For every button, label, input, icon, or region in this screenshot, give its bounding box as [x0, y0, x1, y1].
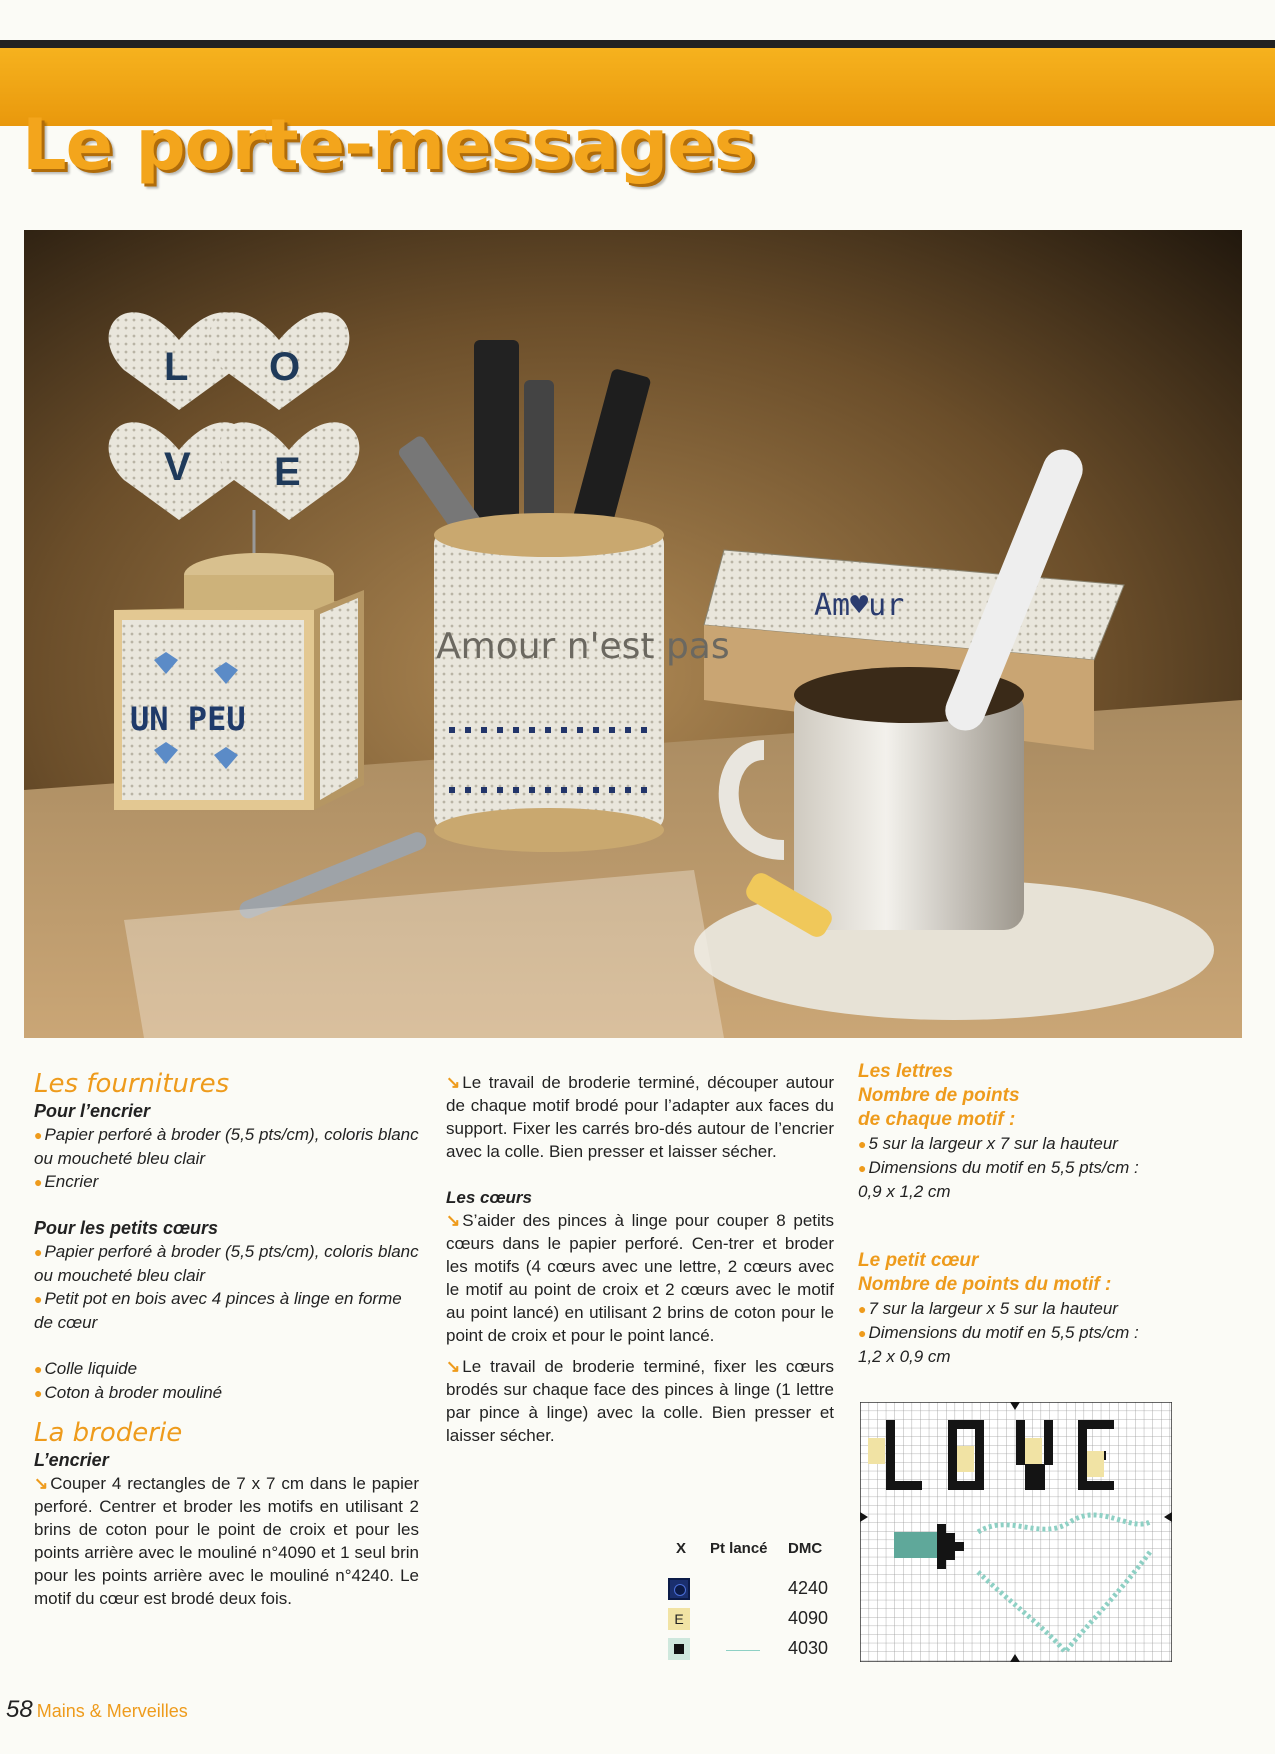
- dimension-value: 1,2 x 0,9 cm: [858, 1347, 951, 1366]
- lettres-subtitle: Nombre de points: [858, 1085, 1020, 1106]
- legend-header-pt: Pt lancé: [710, 1540, 768, 1557]
- list-item: ● Colle liquide: [34, 1357, 419, 1381]
- dmc-code: 4090: [788, 1608, 829, 1628]
- magazine-name: Mains & Merveilles: [36, 1701, 188, 1721]
- paragraph: [446, 1355, 834, 1447]
- broderie-title: La broderie: [34, 1418, 183, 1448]
- list-item: ● Encrier: [34, 1170, 419, 1194]
- paragraph-text: Le travail de broderie terminé, découper autour de chaque motif brodé pour l’adapter aux faces du support. Fixer les carrés bro-dés autour de l’encrier avec la colle. Bien presser et laisser sécher.: [446, 1073, 834, 1161]
- paragraph: [34, 1472, 419, 1610]
- svg-text:V: V: [164, 445, 191, 489]
- dmc-code: 4240: [788, 1578, 829, 1598]
- coeurs-heading: Les cœurs: [446, 1188, 532, 1207]
- coeur-title: Le petit cœur: [858, 1250, 979, 1271]
- list-item: ● Petit pot en bois avec 4 pinces à linge en forme de cœur: [34, 1287, 419, 1334]
- lettres-title: Les lettres: [858, 1061, 954, 1082]
- list-item: ● 5 sur la largeur x 7 sur la hauteur: [858, 1132, 1258, 1156]
- lencrier-heading: L’encrier: [34, 1450, 109, 1470]
- fournitures-title: Les fournitures: [34, 1069, 230, 1099]
- paragraph-text: Couper 4 rectangles de 7 x 7 cm dans le papier perforé. Centrer et broder les motifs en utilisant 2 brins de coton pour le point de croix et pour les points arrière avec le mouliné n°4090 et 1 seul brin pour les points arrière avec le mouliné n°4240. Le motif du cœur est brodé deux fois.: [34, 1474, 419, 1608]
- arrow-icon: ↘: [446, 1211, 461, 1230]
- petits-coeurs-heading: Pour les petits cœurs: [34, 1218, 219, 1238]
- page-number: 58: [6, 1696, 33, 1723]
- legend-header-dmc: DMC: [788, 1540, 823, 1557]
- yellow-symbol-icon: E: [668, 1608, 690, 1630]
- page-title: Le porte-messages: [22, 104, 755, 186]
- list-item: ● Dimensions du motif en 5,5 pts/cm :: [858, 1156, 1258, 1180]
- pot-text: Amour n'est pas: [436, 626, 730, 667]
- embroidery-grid: [860, 1402, 1172, 1662]
- lettres-subtitle: de chaque motif :: [858, 1109, 1016, 1130]
- dmc-code: 4030: [788, 1638, 829, 1658]
- page-footer: [6, 1696, 188, 1724]
- column-motifs: [858, 1060, 1258, 1368]
- paragraph-text: S’aider des pinces à linge pour couper 8 petits cœurs dans le papier perforé. Cen-trer et broder les motifs (4 cœurs avec une lettre, 2 cœurs avec le motif au point de croix et 2 cœurs avec le motif au point lancé) en utilisant 2 brins de coton pour le point de croix et pour le point lancé.: [446, 1211, 834, 1345]
- list-item: ● Coton à broder mouliné: [34, 1381, 419, 1405]
- top-rule: [0, 40, 1275, 48]
- svg-text:O: O: [269, 345, 301, 389]
- backstitch-line-icon: [726, 1650, 760, 1651]
- list-item: ● 7 sur la largeur x 5 sur la hauteur: [858, 1297, 1258, 1321]
- paragraph: [446, 1071, 834, 1163]
- legend-row: [656, 1578, 856, 1604]
- svg-text:L: L: [164, 345, 189, 389]
- mint-symbol-icon: [668, 1638, 690, 1660]
- embroidered-cube: [114, 590, 364, 810]
- craft-photo: [24, 230, 1242, 1038]
- cube-text: UN PEU: [130, 700, 246, 738]
- svg-text:E: E: [274, 450, 301, 494]
- card-text: Am♥ur: [814, 588, 905, 623]
- legend-header-x: X: [676, 1540, 687, 1557]
- column-instructions: [446, 1071, 834, 1447]
- legend-row: [656, 1638, 856, 1664]
- legend-row: [656, 1608, 856, 1634]
- dimension-value: 0,9 x 1,2 cm: [858, 1182, 951, 1201]
- encrier-heading: Pour l’encrier: [34, 1101, 151, 1121]
- paragraph-text: Le travail de broderie terminé, fixer les cœurs brodés sur chaque face des pinces à linge (1 lettre par pince à linge) avec la colle. Bien presser et laisser sécher.: [446, 1357, 834, 1445]
- list-item: ● Dimensions du motif en 5,5 pts/cm :: [858, 1321, 1258, 1345]
- coeur-subtitle: Nombre de points du motif :: [858, 1274, 1112, 1295]
- arrow-icon: ↘: [446, 1073, 461, 1092]
- paragraph: [446, 1209, 834, 1347]
- list-item: ● Papier perforé à broder (5,5 pts/cm), coloris blanc ou moucheté bleu clair: [34, 1240, 419, 1287]
- arrow-icon: ↘: [446, 1357, 461, 1376]
- arrow-icon: ↘: [34, 1474, 49, 1493]
- blue-symbol-icon: [668, 1578, 690, 1600]
- list-item: ● Papier perforé à broder (5,5 pts/cm), coloris blanc ou moucheté bleu clair: [34, 1123, 419, 1170]
- column-fournitures: [34, 1068, 419, 1610]
